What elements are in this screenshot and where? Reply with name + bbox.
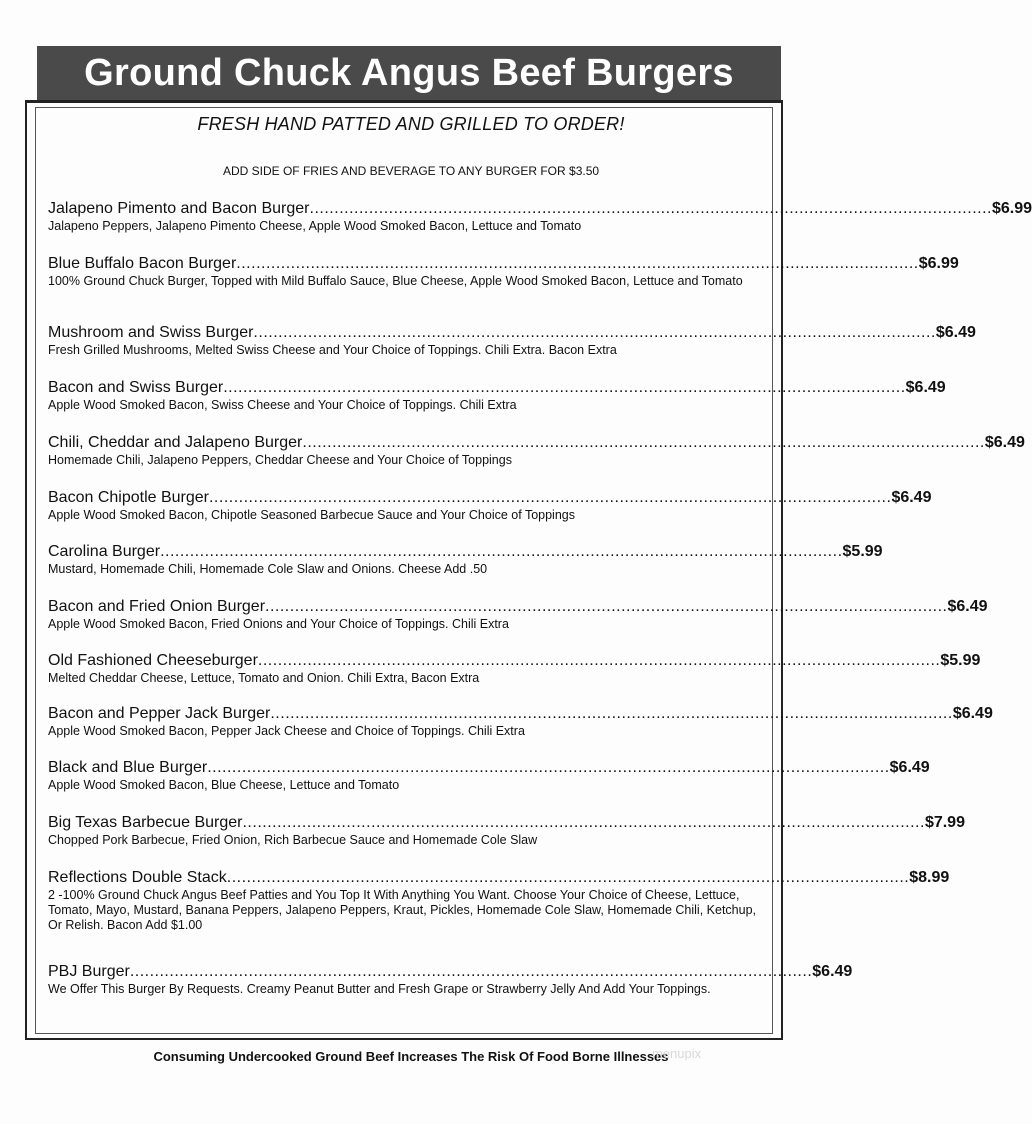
menu-item	[48, 324, 976, 358]
item-description: Fresh Grilled Mushrooms, Melted Swiss Cheese and Your Choice of Toppings. Chili Extra. Bacon Extra	[48, 343, 617, 357]
item-price: $6.49	[984, 434, 1025, 451]
menu-item	[48, 759, 930, 793]
item-name: Chili, Cheddar and Jalapeno Burger	[48, 434, 303, 451]
item-name: Big Texas Barbecue Burger	[48, 814, 243, 831]
item-description: Apple Wood Smoked Bacon, Fried Onions and Your Choice of Toppings. Chili Extra	[48, 617, 509, 631]
dot-leader: ..........................................................................................................................................	[160, 543, 843, 560]
item-description: Apple Wood Smoked Bacon, Pepper Jack Cheese and Choice of Toppings. Chili Extra	[48, 724, 525, 738]
item-name: Old Fashioned Cheeseburger	[48, 652, 258, 669]
dot-leader: ..........................................................................................................................................	[309, 200, 992, 217]
item-description: Apple Wood Smoked Bacon, Blue Cheese, Lettuce and Tomato	[48, 778, 400, 792]
menu-item	[48, 434, 1025, 468]
item-price: $6.49	[952, 705, 993, 722]
item-description: Jalapeno Peppers, Jalapeno Pimento Cheese, Apple Wood Smoked Bacon, Lettuce and Tomato	[48, 219, 582, 233]
menu-item	[48, 652, 981, 686]
item-description: 2 -100% Ground Chuck Angus Beef Patties and You Top It With Anything You Want. Choose Your Choice of Cheese, Lettuce, Tomato, Mayo, Mustard, Banana Peppers, Jalapeno Peppers, Kraut, Pickles, Homemade Cole Slaw, Homemade Chili, Ketchup, Or Relish. Bacon Add $1.00	[48, 888, 756, 932]
item-price: $5.99	[842, 543, 883, 560]
item-description: Apple Wood Smoked Bacon, Chipotle Seasoned Barbecue Sauce and Your Choice of Toppings	[48, 508, 575, 522]
tagline: FRESH HAND PATTED AND GRILLED TO ORDER!	[197, 114, 625, 134]
menu-item	[48, 379, 946, 413]
item-price: $6.99	[991, 200, 1032, 217]
dot-leader: ..........................................................................................................................................	[223, 379, 906, 396]
dot-leader: ..........................................................................................................................................	[236, 255, 919, 272]
dot-leader: ..........................................................................................................................................	[253, 324, 936, 341]
title-banner	[37, 46, 781, 100]
item-description: 100% Ground Chuck Burger, Topped with Mild Buffalo Sauce, Blue Cheese, Apple Wood Smoked Bacon, Lettuce and Tomato	[48, 274, 743, 288]
item-description: Apple Wood Smoked Bacon, Swiss Cheese and Your Choice of Toppings. Chili Extra	[48, 398, 517, 412]
food-safety-warning: Consuming Undercooked Ground Beef Increases The Risk Of Food Borne Illnesses	[153, 1049, 669, 1064]
item-description: Mustard, Homemade Chili, Homemade Cole Slaw and Onions. Cheese Add .50	[48, 562, 488, 576]
item-name: Bacon and Swiss Burger	[48, 379, 224, 396]
item-price: $6.49	[889, 759, 930, 776]
item-name: Reflections Double Stack	[48, 869, 227, 886]
menu-item	[48, 543, 883, 577]
item-name: Mushroom and Swiss Burger	[48, 324, 254, 341]
item-price: $6.49	[891, 489, 932, 506]
dot-leader: ..........................................................................................................................................	[265, 598, 948, 615]
dot-leader: ..........................................................................................................................................	[302, 434, 985, 451]
item-name: Bacon Chipotle Burger	[48, 489, 209, 506]
addon-note: ADD SIDE OF FRIES AND BEVERAGE TO ANY BURGER FOR $3.50	[222, 164, 600, 178]
item-description: Melted Cheddar Cheese, Lettuce, Tomato and Onion. Chili Extra, Bacon Extra	[48, 671, 480, 685]
item-price: $5.99	[940, 652, 981, 669]
menu-item	[48, 489, 932, 523]
dot-leader: ..........................................................................................................................................	[129, 963, 813, 980]
item-name: Bacon and Pepper Jack Burger	[48, 705, 271, 722]
dot-leader: ..........................................................................................................................................	[207, 759, 890, 776]
dot-leader: ..........................................................................................................................................	[270, 705, 953, 722]
item-price: $6.49	[935, 324, 976, 341]
page-title: Ground Chuck Angus Beef Burgers	[84, 51, 734, 94]
item-name: Bacon and Fried Onion Burger	[48, 598, 266, 615]
item-price: $6.99	[918, 255, 959, 272]
item-name: Blue Buffalo Bacon Burger	[48, 255, 237, 272]
dot-leader: ..........................................................................................................................................	[226, 869, 910, 886]
item-description: Chopped Pork Barbecue, Fried Onion, Rich Barbecue Sauce and Homemade Cole Slaw	[48, 833, 538, 847]
watermark: menupix	[652, 1046, 702, 1061]
menu-item	[48, 705, 993, 739]
item-price: $6.49	[812, 963, 853, 980]
menu-item	[48, 598, 988, 632]
item-price: $6.49	[947, 598, 988, 615]
item-name: Jalapeno Pimento and Bacon Burger	[48, 200, 310, 217]
menu-item	[48, 814, 965, 848]
menu-item	[48, 200, 1032, 234]
menu-item	[48, 963, 853, 997]
item-price: $8.99	[909, 869, 950, 886]
item-name: Black and Blue Burger	[48, 759, 208, 776]
menu-item	[48, 255, 959, 289]
dot-leader: ..........................................................................................................................................	[208, 489, 892, 506]
item-description: We Offer This Burger By Requests. Creamy Peanut Butter and Fresh Grape or Strawberry Jelly And Add Your Toppings.	[48, 982, 711, 996]
item-price: $6.49	[905, 379, 946, 396]
dot-leader: ..........................................................................................................................................	[242, 814, 925, 831]
item-description: Homemade Chili, Jalapeno Peppers, Cheddar Cheese and Your Choice of Toppings	[48, 453, 512, 467]
item-name: PBJ Burger	[48, 963, 130, 980]
item-price: $7.99	[924, 814, 965, 831]
menu-item	[48, 869, 950, 933]
dot-leader: ..........................................................................................................................................	[257, 652, 941, 669]
item-name: Carolina Burger	[48, 543, 161, 560]
